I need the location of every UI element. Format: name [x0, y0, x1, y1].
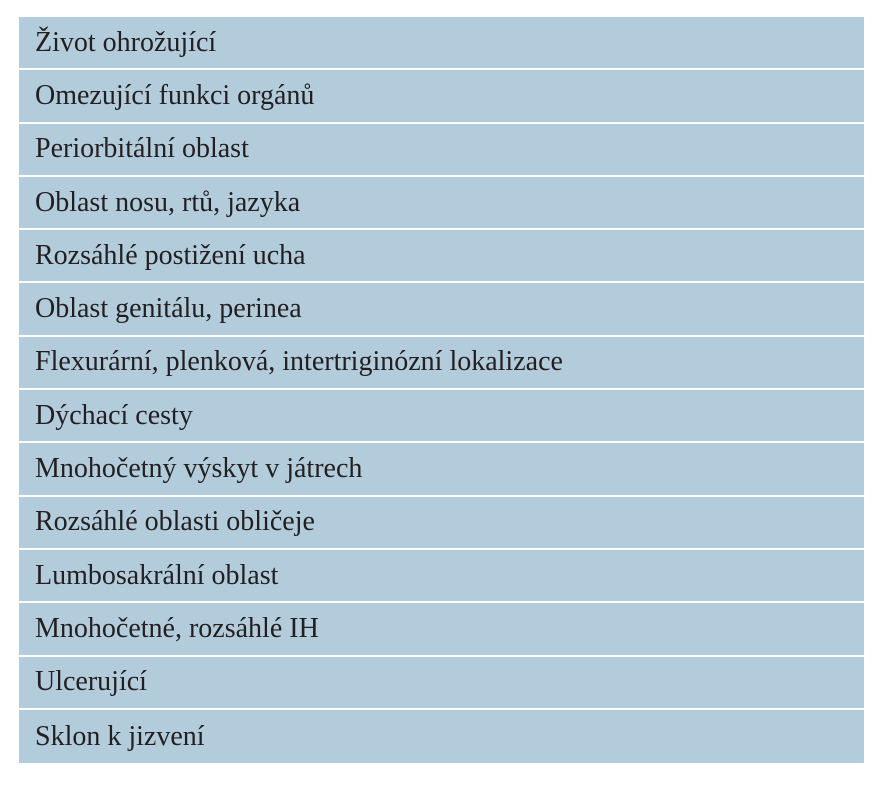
table-cell: Omezující funkci orgánů	[35, 79, 315, 111]
table-row	[19, 390, 864, 443]
table-row	[19, 230, 864, 283]
table-row	[19, 124, 864, 177]
table-row	[19, 497, 864, 550]
table-cell: Sklon k jizvení	[35, 720, 205, 752]
table-row	[19, 337, 864, 390]
table-row	[19, 283, 864, 336]
table-row	[19, 70, 864, 123]
risk-factors-table	[19, 17, 864, 763]
table-cell: Mnohočetné, rozsáhlé IH	[35, 612, 319, 644]
table-cell: Flexurární, plenková, intertriginózní lokalizace	[35, 346, 563, 378]
table-cell: Ulcerující	[35, 666, 147, 698]
table-row	[19, 657, 864, 710]
table-cell: Oblast genitálu, perinea	[35, 293, 302, 325]
table-cell: Lumbosakrální oblast	[35, 559, 279, 591]
table-row	[19, 710, 864, 763]
table-row	[19, 603, 864, 656]
table-row	[19, 177, 864, 230]
table-cell: Periorbitální oblast	[35, 133, 249, 165]
table-row	[19, 17, 864, 70]
table-cell: Dýchací cesty	[35, 399, 193, 431]
table-cell: Oblast nosu, rtů, jazyka	[35, 186, 301, 218]
table-cell: Rozsáhlé oblasti obličeje	[35, 506, 315, 538]
table-cell: Mnohočetný výskyt v játrech	[35, 453, 363, 485]
table-row	[19, 443, 864, 496]
table-row	[19, 550, 864, 603]
table-cell: Život ohrožující	[35, 26, 217, 58]
table-cell: Rozsáhlé postižení ucha	[35, 239, 306, 271]
